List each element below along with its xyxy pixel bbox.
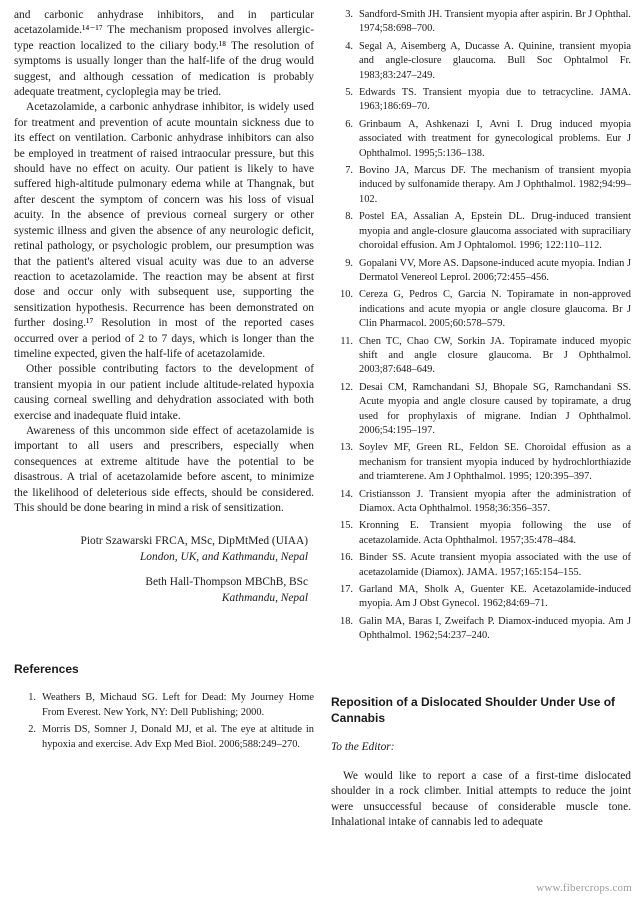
reference-list-left: [14, 691, 314, 752]
reference-item: [331, 615, 631, 644]
body-paragraph-1: and carbonic anhydrase inhibitors, and in particular acetazolamide.¹⁴⁻¹⁷ The mechanism proposed involves allergic-type reaction localized to the ciliary body.¹⁸ The resolution of symptoms is usually longer than the half-life of the drug would suggest, and although cessation of medication is probably adequate treatment, cycloplegia may be tried.: [14, 9, 314, 99]
reference-number: 11.: [340, 335, 353, 347]
reference-item: [14, 691, 314, 720]
reference-item: [331, 8, 631, 37]
letter-title: Reposition of a Dislocated Shoulder Under Use of Cannabis: [331, 694, 616, 725]
reference-item: [331, 583, 631, 612]
reference-text: Cereza G, Pedros C, Garcia N. Topiramate in non-approved indications and acute myopia or angle closure glaucoma. Br J Clin Pharmacol. 2005;60:578–579.: [359, 289, 631, 330]
author-signature-1: [14, 534, 314, 565]
reference-item: [331, 40, 631, 83]
reference-number: 2.: [28, 724, 36, 736]
body-paragraph-3: Other possible contributing factors to the development of transient myopia in our patient include altitude-related hypoxia causing corneal swelling and dehydration associated with both exercise and inadequate fluid intake.: [14, 363, 314, 422]
reference-item: [331, 118, 631, 161]
reference-number: 3.: [345, 9, 353, 20]
reference-item: [331, 257, 631, 286]
reference-number: 9.: [345, 257, 353, 269]
left-column: [14, 8, 314, 755]
reference-item: [331, 86, 631, 115]
author-signature-2: [14, 575, 314, 606]
reference-number: 14.: [340, 488, 353, 500]
reference-number: 18.: [340, 615, 353, 627]
reference-item: [331, 551, 631, 580]
reference-text: Sandford-Smith JH. Transient myopia after aspirin. Br J Ophthal. 1974;58:698–700.: [359, 9, 631, 35]
reference-number: 17.: [340, 584, 353, 596]
reference-text: Edwards TS. Transient myopia due to tetracycline. JAMA. 1963;186:69–70.: [359, 87, 631, 113]
reference-number: 5.: [345, 87, 353, 99]
reference-text: Morris DS, Somner J, Donald MJ, et al. The eye at altitude in hypoxia and exercise. Adv Exp Med Biol. 2006;588:249–270.: [42, 724, 314, 750]
reference-item: [331, 488, 631, 517]
author-affiliation: Kathmandu, Nepal: [221, 591, 308, 604]
reference-number: 8.: [345, 211, 353, 223]
reference-text: Chen TC, Chao CW, Sorkin JA. Topiramate induced myopic shift and angle closure glaucoma. Br J Ophthalmol. 2003;87:648–649.: [359, 335, 631, 376]
reference-text: Weathers B, Michaud SG. Left for Dead: My Journey Home From Everest. New York, NY: Dell Publishing; 2000.: [42, 692, 314, 718]
reference-text: Postel EA, Assalian A, Epstein DL. Drug-induced transient myopia and angle-closure glaucoma associated with supraciliary choroidal effusion. Am J Ophtalomol. 1996; 122:110–112.: [359, 211, 631, 252]
reference-number: 1.: [28, 692, 36, 704]
reference-item: [331, 519, 631, 548]
reference-item: [14, 723, 314, 752]
reference-number: 6.: [345, 118, 353, 130]
reference-number: 16.: [340, 552, 353, 564]
reference-text: Desai CM, Ramchandani SJ, Bhopale SG, Ramchandani SS. Acute myopia and angle closure caused by topiramate, a drug used for prophylaxis of migrane. Indian J Ophthalmol. 2006;54:195–197.: [359, 381, 631, 436]
reference-number: 12.: [340, 381, 353, 393]
reference-text: Galin MA, Baras I, Zweifach P. Diamox-induced myopia. Am J Ophthalmol. 1962;54:237–240.: [359, 615, 631, 642]
watermark-text: www.fibercrops.com: [536, 882, 632, 894]
reference-item: [331, 210, 631, 253]
references-heading: References: [14, 662, 79, 677]
author-name: Piotr Szawarski FRCA, MSc, DipMtMed (UIAA): [80, 535, 308, 548]
reference-number: 10.: [340, 289, 353, 301]
reference-text: Gopalani VV, More AS. Dapsone-induced acute myopia. Indian J Dermatol Venereol Leprol. 2006;72:455–456.: [359, 257, 631, 283]
reference-item: [331, 381, 631, 439]
reference-text: Bovino JA, Marcus DF. The mechanism of transient myopia induced by sulfonamide therapy. Am J Ophthalmol. 1982;94:99–102.: [359, 165, 631, 205]
body-paragraph-2: Acetazolamide, a carbonic anhydrase inhibitor, is widely used for treatment and prevention of acute mountain sickness due to its effect on ventilation. Carbonic anhydrase inhibitors can also be employed in treatment of raised intraocular pressure, but this should have no effect on acuity. Our patient is likely to have suffered high-altitude pulmonary edema while at Thangnak, but after descent the symptom of concern was his loss of visual acuity. In the absence of previous corneal surgery or other systemic illness and given the absence of any neurologic deficit, retinal pathology, or psychologic problem, our presumption was that the patient's altered visual acuity was due to an adverse reaction to acetazolamide. The reaction may be absent at first dose and occur only with subsequent use, supporting the sensitization hypothesis. Recurrence has been demonstrated on further dosing.¹⁷ Resolution in most of the reported cases occurred over a period of 2 to 7 days, which is longer than the timeline expected, given the half-life of acetazolamide.: [14, 101, 314, 360]
reference-list-right: [331, 8, 631, 644]
body-paragraph-4: Awareness of this uncommon side effect of acetazolamide is important to all users and prescribers, especially when consequences at extreme altitude have the potential to be disastrous. A trial of acetazolamide before ascent, to minimize the likelihood of deleterious side effects, should be considered. This should be done bearing in mind a risk of sensitization.: [14, 424, 314, 514]
reference-number: 4.: [345, 40, 353, 52]
reference-item: [331, 441, 631, 484]
reference-text: Soylev MF, Green RL, Feldon SE. Choroidal effusion as a mechanism for transient myopia induced by hydrochlorthiazide and triamterene. Am J Ophthalmol. 1995; 120:395–397.: [359, 442, 631, 483]
reference-text: Garland MA, Sholk A, Guenter KE. Acetazolamide-induced myopia. Am J Obst Gynecol. 1962;84:69–71.: [359, 584, 631, 610]
reference-item: [331, 335, 631, 378]
reference-text: Cristiansson J. Transient myopia after the administration of Diamox. Acta Ophthalmol. 1958;36:356–357.: [359, 488, 631, 514]
reference-item: [331, 164, 631, 207]
salutation: To the Editor:: [331, 740, 395, 753]
reference-number: 7.: [345, 165, 353, 177]
reference-number: 15.: [340, 520, 353, 532]
reference-text: Segal A, Aisemberg A, Ducasse A. Quinine, transient myopia and angle-closure glaucoma. Bull Soc Ophtalmol Fr. 1983;83:247–249.: [359, 40, 631, 81]
reference-text: Binder SS. Acute transient myopia associated with the use of acetazolamide (Diamox). JAMA. 1957;165:154–155.: [359, 552, 631, 578]
reference-text: Kronning E. Transient myopia following the use of acetazolamide. Acta Ophthalmol. 1957;35:478–484.: [359, 520, 631, 546]
author-affiliation: London, UK, and Kathmandu, Nepal: [139, 550, 308, 563]
letter-body-paragraph: We would like to report a case of a first-time dislocated shoulder in a rock climber. Initial attempts to reduce the joint were unsuccessful because of considerable muscle tone. Inhalational intake of cannabis led to adequate: [331, 770, 631, 829]
reference-item: [331, 288, 631, 331]
right-column: [331, 8, 631, 831]
author-name: Beth Hall-Thompson MBChB, BSc: [145, 576, 308, 589]
reference-number: 13.: [340, 442, 353, 454]
reference-text: Grinbaum A, Ashkenazi I, Avni I. Drug induced myopia associated with treatment for gynecological problems. Eur J Ophthalmol. 1995;5:136–138.: [359, 118, 631, 159]
